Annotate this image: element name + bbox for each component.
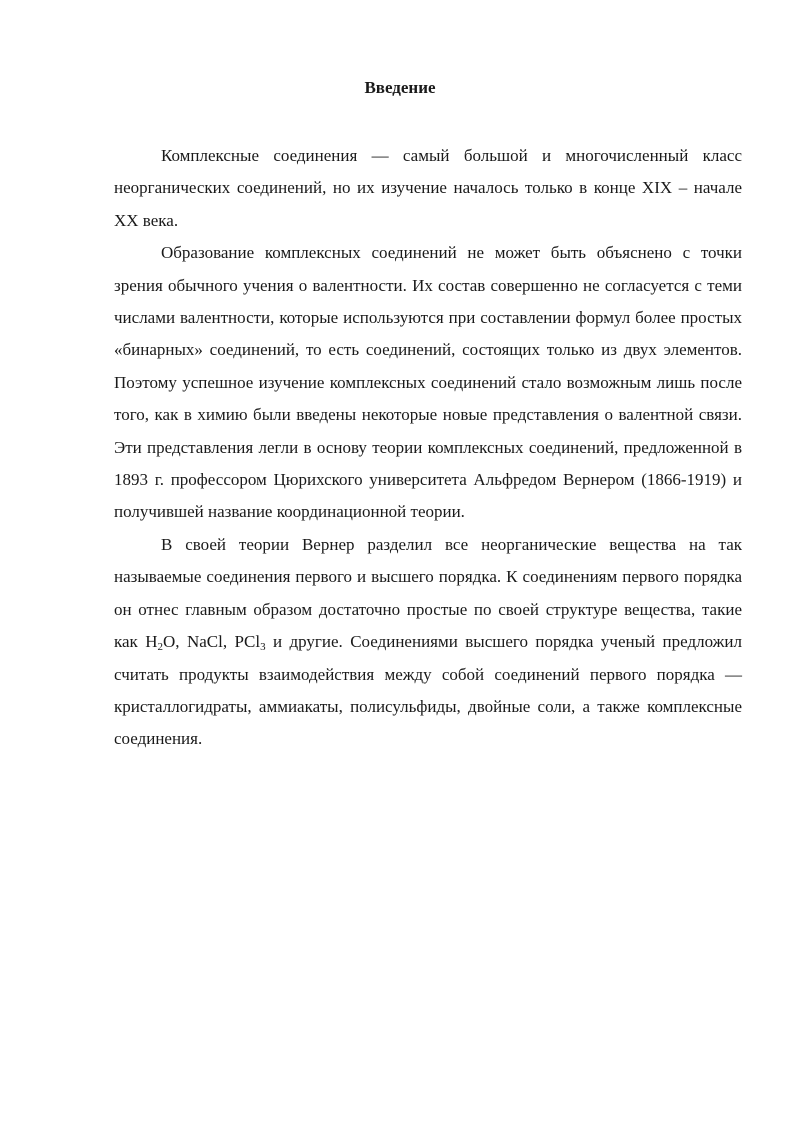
- paragraph-text: и другие. Соединениями высшего порядка ученый предложил считать продукты взаимодействия между собой соединений первого порядка — кристаллогидраты, аммиакаты, полисульфиды, двойные соли, а также комплексные соединения.: [114, 632, 742, 749]
- formula-sodium-chloride: NaCl: [186, 632, 223, 652]
- formula-subscript: 2: [157, 641, 164, 654]
- document-body: [114, 140, 742, 756]
- formula-part: H: [145, 632, 158, 652]
- separator: ,: [175, 632, 187, 652]
- formula-part: O: [163, 632, 176, 652]
- formula-phosphorus-trichloride: [234, 632, 266, 654]
- paragraph-text: В своей теории Вернер разделил все неорганические вещества на так называемые соединения первого и высшего порядка. К соединениям первого порядка он отнес главным образом достаточно простые по своей структуре вещества, такие как: [114, 534, 742, 652]
- paragraph-werner-theory: Образование комплексных соединений не может быть объяснено с точки зрения обычного учения о валентности. Их состав совершенно не согласуется с теми числами валентности, которые используются при составлении формул более простых «бинарных» соединений, то есть соединений, состоящих только из двух элементов. Поэтому успешное изучение комплексных соединений стало возможным лишь после того, как в химию были введены некоторые новые представления о валентной связи. Эти представления легли в основу теории комплексных соединений, предложенной в 1893 г. профессором Цюрихского университета Альфредом Вернером (1866-1919) и получившей название координационной теории.: [114, 243, 742, 522]
- formula-subscript: 3: [260, 641, 266, 654]
- formula-part: PCl: [234, 632, 261, 652]
- page-title: Введение: [364, 78, 436, 97]
- paragraph-compound-orders: [114, 529, 742, 756]
- separator: ,: [222, 632, 235, 652]
- paragraph-intro: Комплексные соединения — самый большой и многочисленный класс неорганических соединений, но их изучение началось только в конце XIX – начале XX века.: [114, 146, 742, 230]
- formula-water: [145, 632, 176, 654]
